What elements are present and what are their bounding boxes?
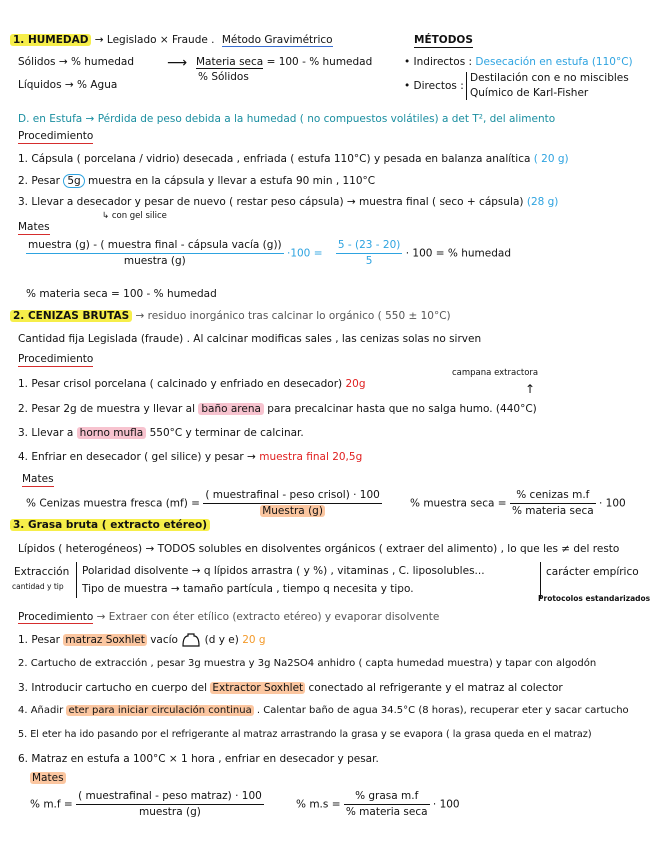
- grasa-intro: Lípidos ( heterogéneos) → TODOS solubles en disolventes orgánicos ( extraer del alimento) , lo que les ≠ del resto: [18, 543, 620, 555]
- materia-seca-line: % materia seca = 100 - % humedad: [26, 288, 217, 300]
- cenizas-step-4-value: muestra final 20,5g: [259, 451, 363, 463]
- cenizas-formula2-numerator: % cenizas m.f: [510, 488, 596, 504]
- cenizas-step-3-b: 550°C y terminar de calcinar.: [149, 427, 304, 439]
- humedad-step-2-b: muestra en la cápsula y llevar a estufa 90 min , 110°C: [88, 175, 376, 187]
- cenizas-formula-numerator: ( muestrafinal - peso crisol) · 100: [203, 488, 382, 504]
- ms-numerator-tail: = 100 - % humedad: [266, 56, 373, 68]
- grasa-step-6: 6. Matraz en estufa a 100°C × 1 hora , enfriar en desecador y pesar.: [18, 753, 379, 765]
- cenizas-step-4: [18, 450, 362, 464]
- solidos-line: Sólidos → % humedad: [18, 56, 135, 68]
- grasa-step-1-a: 1. Pesar: [18, 634, 60, 646]
- grasa-step-1-b: vacío: [150, 634, 178, 646]
- cenizas-step-2: [18, 402, 537, 416]
- extraccion-item-2: Tipo de muestra → tamaño partícula , tiempo q necesita y tipo.: [82, 583, 414, 595]
- grasa-formula-numerator: ( muestrafinal - peso matraz) · 100: [76, 789, 264, 805]
- humedad-step-1-text: 1. Cápsula ( porcelana / vidrio) desecada , enfriada ( estufa 110°C) y pesada en balanza analítica: [18, 153, 531, 165]
- humedad-formula2-tail: · 100 = % humedad: [405, 247, 511, 260]
- liquidos-line: Líquidos → % Agua: [18, 79, 118, 91]
- cenizas-step-3-a: 3. Llevar a: [18, 427, 74, 439]
- estufa-definition: D. en Estufa → Pérdida de peso debida a la humedad ( no compuestos volátiles) a det T², del alimento: [18, 113, 556, 125]
- arrow-icon: ⟶: [167, 55, 188, 71]
- grasa-step-3-a: 3. Introducir cartucho en cuerpo del: [18, 682, 208, 694]
- directos-item-2: Químico de Karl-Fisher: [470, 87, 589, 99]
- humedad-formula-numerator: muestra (g) - ( muestra final - cápsula vacía (g)): [26, 238, 284, 254]
- directos-item-1: Destilación con e no miscibles: [470, 72, 629, 84]
- metodos-title: MÉTODOS: [414, 34, 473, 46]
- bano-arena: baño arena: [198, 403, 264, 415]
- humedad-header-line: [10, 33, 333, 47]
- grasa-formula: [30, 789, 264, 820]
- directos-label: • Directos :: [404, 80, 464, 92]
- extraccion-label: Extracción: [14, 566, 70, 578]
- ms-denominator: % Sólidos: [198, 71, 249, 83]
- grasa-step-2: 2. Cartucho de extracción , pesar 3g muestra y 3g Na2SO4 anhidro ( capta humedad muestra) y tapar con algodón: [18, 658, 597, 669]
- matraz-soxhlet: matraz Soxhlet: [65, 634, 145, 646]
- grasa-mates-label: Mates: [32, 772, 64, 784]
- eter-circulacion: eter para iniciar circulación continua: [68, 705, 252, 716]
- grasa-step-1-c: (d y e): [204, 634, 239, 646]
- humedad-procedimiento-title: Procedimiento: [18, 130, 94, 142]
- grasa-step-3-b: conectado al refrigerante y el matraz al colector: [308, 682, 563, 694]
- grasa-mates-title: [30, 771, 66, 785]
- indirectos-label: • Indirectos :: [404, 56, 473, 68]
- grasa-title: 3. Grasa bruta ( extracto etéreo): [10, 519, 210, 531]
- humedad-title-tail: → Legislado × Fraude .: [94, 34, 215, 46]
- humedad-formula2-denominator: 5: [365, 255, 373, 267]
- cenizas-step-4-a: 4. Enfriar en desecador ( gel silice) y pesar →: [18, 451, 256, 463]
- grasa-step-1: [18, 633, 266, 647]
- grasa-step-1-value: 20 g: [242, 634, 266, 646]
- caracter-empirico: carácter empírico: [546, 566, 639, 578]
- protocolos-estandarizados: Protocolos estandarizados: [538, 594, 651, 603]
- humedad-step-3-value: (28 g): [526, 196, 559, 208]
- humedad-step-3-text: 3. Llevar a desecador y pesar de nuevo ( restar peso cápsula) → muestra final ( seco + cápsula): [18, 196, 524, 208]
- cenizas-formula2-lead: % muestra seca =: [410, 497, 507, 510]
- grasa-procedimiento-title: Procedimiento: [18, 611, 94, 623]
- grasa-formula-2: [296, 789, 460, 820]
- grasa-step-4: [18, 704, 629, 718]
- grasa-formula2-denominator: % materia seca: [345, 806, 428, 818]
- cenizas-step-1-text: 1. Pesar crisol porcelana ( calcinado y enfriado en desecador): [18, 378, 343, 390]
- campana-label: campana extractora: [452, 368, 539, 378]
- grasa-formula2-tail: · 100: [432, 798, 460, 811]
- grasa-formula-denominator: muestra (g): [138, 806, 201, 818]
- grasa-procedimiento-line: [18, 610, 439, 624]
- cenizas-title-tail: → residuo inorgánico tras calcinar lo orgánico ( 550 ± 10°C): [135, 310, 451, 322]
- humedad-formula: [26, 238, 511, 269]
- grasa-formula-lead: % m.f =: [30, 798, 73, 811]
- cenizas-step-1: [18, 377, 366, 391]
- cenizas-procedimiento-title: Procedimiento: [18, 353, 94, 365]
- grasa-step-5: 5. El eter ha ido pasando por el refrigerante al matraz arrastrando la grasa y se evapora ( la grasa queda en el matraz): [18, 729, 592, 740]
- cenizas-formula2-tail: · 100: [599, 497, 626, 510]
- extractor-soxhlet: Extractor Soxhlet: [212, 682, 304, 694]
- grasa-header-line: [10, 518, 210, 532]
- cenizas-intro: Cantidad fija Legislada (fraude) . Al calcinar modificas sales , las cenizas solas no sirven: [18, 333, 482, 345]
- humedad-formula-mult: ·100 =: [286, 247, 323, 260]
- humedad-title: 1. HUMEDAD: [10, 34, 91, 46]
- cenizas-step-1-value: 20g: [345, 378, 366, 390]
- cenizas-formula2-denominator: % materia seca: [511, 505, 594, 517]
- humedad-step-3: [18, 195, 558, 209]
- sample-5g-circled: 5g: [63, 174, 84, 188]
- cenizas-step-2-b: para precalcinar hasta que no salga humo. (440°C): [267, 403, 537, 415]
- humedad-formula-denominator: muestra (g): [123, 255, 186, 267]
- grasa-formula2-lead: % m.s =: [296, 798, 341, 811]
- cenizas-formula: [26, 488, 382, 519]
- humedad-step-1: [18, 152, 569, 166]
- cenizas-formula-denominator: Muestra (g): [262, 505, 323, 517]
- cenizas-header-line: [10, 309, 451, 323]
- cenizas-mates-title: Mates: [22, 473, 54, 485]
- materia-seca-formula: [196, 55, 372, 69]
- ms-numerator: Materia seca: [196, 56, 264, 68]
- extraccion-item-1: Polaridad disolvente → q lípidos arrastra ( y %) , vitaminas , C. liposolubles...: [82, 565, 485, 577]
- directos-brace: [466, 72, 467, 100]
- metodo-gravimetrico: Método Gravimétrico: [221, 34, 333, 46]
- up-arrow-icon: ↑: [525, 382, 536, 396]
- cenizas-formula-2: [410, 488, 626, 519]
- indirectos-line: [404, 55, 633, 69]
- humedad-step-2: [18, 174, 375, 188]
- grasa-step-4-a: 4. Añadir: [18, 705, 64, 716]
- extraccion-sublabel: cantidad y tip: [12, 582, 64, 591]
- grasa-step-4-b: . Calentar baño de agua 34.5°C (8 horas), recuperar eter y sacar cartucho: [256, 705, 629, 716]
- humedad-formula2-numerator: 5 - (23 - 20): [336, 238, 403, 254]
- horno-mufla: horno mufla: [77, 427, 147, 439]
- flask-icon: [181, 633, 201, 647]
- extraccion-brace: [76, 562, 77, 598]
- grasa-procedimiento-tail: → Extraer con éter etílico (extracto etéreo) y evaporar disolvente: [96, 611, 440, 623]
- humedad-step-2-a: 2. Pesar: [18, 175, 60, 187]
- cenizas-formula-lead: % Cenizas muestra fresca (mf) =: [26, 497, 200, 510]
- cenizas-title: 2. CENIZAS BRUTAS: [10, 310, 132, 322]
- grasa-formula2-numerator: % grasa m.f: [344, 789, 430, 805]
- grasa-step-3: [18, 681, 563, 695]
- gel-silice-note: ↳ con gel silice: [102, 211, 167, 221]
- cenizas-step-3: [18, 426, 304, 440]
- indirectos-value: Desecación en estufa (110°C): [475, 56, 633, 68]
- humedad-mates-title: Mates: [18, 221, 50, 233]
- humedad-step-1-value: ( 20 g): [533, 153, 569, 165]
- cenizas-step-2-a: 2. Pesar 2g de muestra y llevar al: [18, 403, 195, 415]
